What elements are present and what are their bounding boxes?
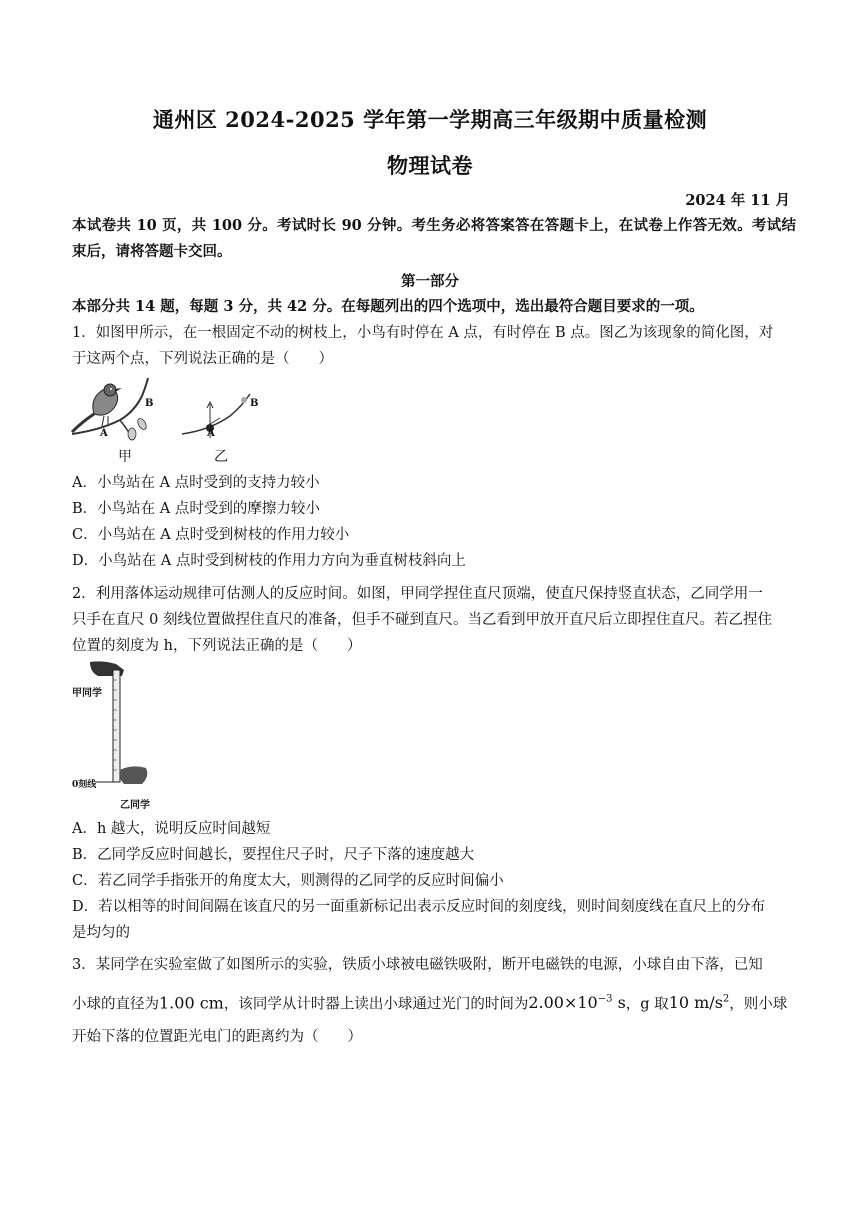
- q1-option-d: D．小鸟站在 A 点时受到树枝的作用力方向为垂直树枝斜向上: [72, 553, 466, 569]
- q2-stem-line2: 只手在直尺 0 刻线位置做捏住直尺的准备，但手不碰到直尺。当乙看到甲放开直尺后立即捏住直尺。若乙捏住: [72, 612, 772, 628]
- q2-option-d-cont: 是均匀的: [72, 925, 130, 941]
- q1-stem-line1: 1．如图甲所示，在一根固定不动的树枝上，小鸟有时停在 A 点，有时停在 B 点。图乙为该现象的简化图，对: [72, 325, 774, 341]
- fig-yi-label-b: B: [250, 398, 259, 409]
- q2-stem-line1: 2．利用落体运动规律可估测人的反应时间。如图，甲同学捏住直尺顶端，使直尺保持竖直状态，乙同学用一: [72, 586, 763, 602]
- fig-label-jia-student: 甲同学: [72, 688, 102, 699]
- fig-yi-label-a: A: [207, 428, 215, 439]
- part-heading: 第一部分: [401, 273, 459, 290]
- gate-time: $2.00\times 10^{-3}$ s: [528, 993, 626, 1013]
- gravity-value: 10 $m/s^2$: [668, 993, 730, 1013]
- part-intro: 本部分共 14 题，每题 3 分，共 42 分。在每题列出的四个选项中，选出最符合题目要求的一项。: [72, 298, 704, 315]
- instructions: 本试卷共 10 页，共 100 分。考试时长 90 分钟。考生务必将答案答在答题卡上，在试卷上作答无效。考试结束后，请将答题卡交回。: [72, 217, 796, 260]
- q2-option-c: C．若乙同学手指张开的角度太大，则测得的乙同学的反应时间偏小: [72, 873, 504, 889]
- q1-option-c: C．小鸟站在 A 点时受到树枝的作用力较小: [72, 527, 350, 543]
- q3-stem-line3: 开始下落的位置距光电门的距离约为（ ）: [72, 1029, 362, 1045]
- q1-option-a: A．小鸟站在 A 点时受到的支持力较小: [72, 475, 320, 491]
- simplified-branch-figure: [180, 380, 260, 440]
- fig-jia-label-b: B: [145, 398, 154, 409]
- caption-yi: 乙: [214, 449, 228, 465]
- q1-stem-line2: 于这两个点，下列说法正确的是（ ）: [72, 351, 333, 367]
- exam-date: 2024 年 11 月: [685, 192, 790, 209]
- fig-label-zero-line: 0刻线: [72, 780, 97, 790]
- q3-stem-line1: 3．某同学在实验室做了如图所示的实验，铁质小球被电磁铁吸附，断开电磁铁的电源，小球自由下落，已知: [72, 957, 763, 973]
- q3-stem-line2: 小球的直径为1.00 cm，该同学从计时器上读出小球通过光门的时间为$2.00\times 10^{-3}$ s，g 取10 $m/s^2$，则小球: [72, 993, 788, 1013]
- fig-label-yi-student: 乙同学: [120, 800, 150, 811]
- caption-jia: 甲: [118, 449, 132, 465]
- exam-subtitle: 物理试卷: [387, 153, 473, 178]
- ball-diameter: 1.00 cm: [159, 993, 224, 1013]
- q2-option-a: A．h 越大，说明反应时间越短: [72, 821, 271, 837]
- q1-option-b: B．小鸟站在 A 点时受到的摩擦力较小: [72, 501, 320, 517]
- q2-stem-line3: 位置的刻度为 h，下列说法正确的是（ ）: [72, 638, 362, 654]
- q2-option-b: B．乙同学反应时间越长，要捏住尺子时，尺子下落的速度越大: [72, 847, 475, 863]
- exam-title: 通州区 2024-2025 学年第一学期高三年级期中质量检测: [152, 107, 708, 132]
- q2-option-d: D．若以相等的时间间隔在该直尺的另一面重新标记出表示反应时间的刻度线，则时间刻度线在直尺上的分布: [72, 899, 766, 915]
- fig-jia-label-a: A: [100, 428, 108, 439]
